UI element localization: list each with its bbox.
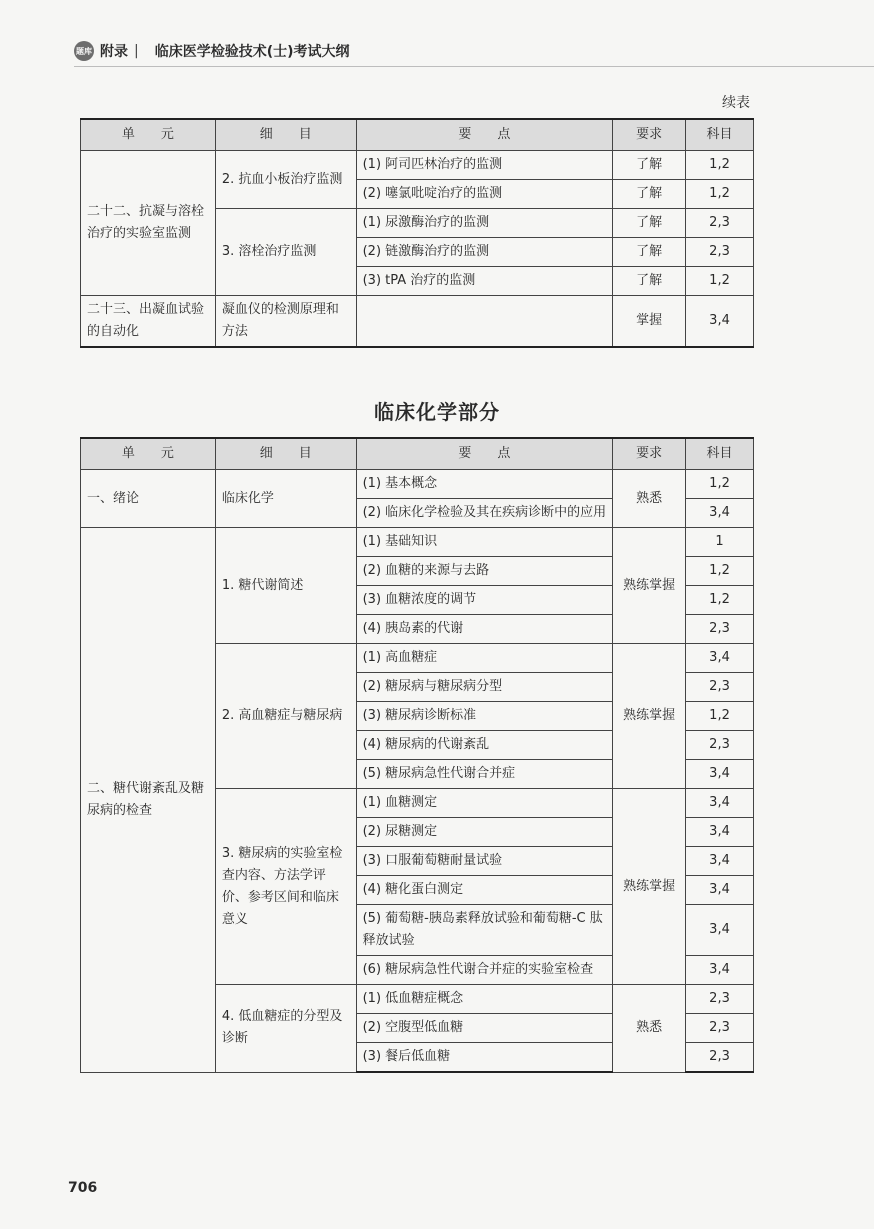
col-item: 细 目 [215,119,356,151]
section-title: 临床化学部分 [374,400,500,424]
col-subject: 科目 [686,438,754,470]
subject-cell: 3,4 [686,789,754,818]
table-row [81,528,754,557]
publisher-logo-icon: 题库 [74,41,94,61]
subject-cell: 1,2 [686,470,754,499]
subject-cell: 1 [686,528,754,557]
point-cell: (2) 糖尿病与糖尿病分型 [356,673,613,702]
point-cell [356,296,613,348]
item-cell: 1. 糖代谢简述 [215,528,356,644]
item-cell: 3. 糖尿病的实验室检查内容、方法学评价、参考区间和临床意义 [215,789,356,985]
point-cell: (4) 糖尿病的代谢紊乱 [356,731,613,760]
point-cell: (3) 糖尿病诊断标准 [356,702,613,731]
col-unit: 单 元 [81,119,216,151]
point-cell: (6) 糖尿病急性代谢合并症的实验室检查 [356,956,613,985]
point-cell: (1) 高血糖症 [356,644,613,673]
header-rule [74,66,874,67]
item-cell: 4. 低血糖症的分型及诊断 [215,985,356,1073]
point-cell: (2) 空腹型低血糖 [356,1014,613,1043]
item-cell: 3. 溶栓治疗监测 [215,209,356,296]
point-cell: (1) 基本概念 [356,470,613,499]
col-point: 要 点 [356,438,613,470]
subject-cell: 3,4 [686,644,754,673]
item-cell: 凝血仪的检测原理和方法 [215,296,356,348]
point-cell: (4) 胰岛素的代谢 [356,615,613,644]
requirement-cell: 了解 [613,151,686,180]
syllabus-table-continued [80,118,754,348]
subject-cell: 3,4 [686,760,754,789]
point-cell: (2) 尿糖测定 [356,818,613,847]
subject-cell: 3,4 [686,296,754,348]
table-row [81,470,754,499]
subject-cell: 3,4 [686,876,754,905]
subject-cell: 2,3 [686,238,754,267]
col-item: 细 目 [215,438,356,470]
item-cell: 2. 高血糖症与糖尿病 [215,644,356,789]
unit-cell: 一、绪论 [81,470,216,528]
item-cell: 2. 抗血小板治疗监测 [215,151,356,209]
col-subject: 科目 [686,119,754,151]
point-cell: (5) 糖尿病急性代谢合并症 [356,760,613,789]
requirement-cell: 熟悉 [613,470,686,528]
requirement-cell: 了解 [613,238,686,267]
subject-cell: 3,4 [686,956,754,985]
table-row [81,151,754,180]
point-cell: (2) 噻氯吡啶治疗的监测 [356,180,613,209]
point-cell: (3) 血糖浓度的调节 [356,586,613,615]
point-cell: (1) 尿激酶治疗的监测 [356,209,613,238]
subject-cell: 2,3 [686,1014,754,1043]
col-requirement: 要求 [613,119,686,151]
item-cell: 临床化学 [215,470,356,528]
clinical-chemistry-table [80,437,754,1073]
subject-cell: 1,2 [686,180,754,209]
subject-cell: 2,3 [686,985,754,1014]
point-cell: (3) 口服葡萄糖耐量试验 [356,847,613,876]
point-cell: (4) 糖化蛋白测定 [356,876,613,905]
requirement-cell: 了解 [613,180,686,209]
table-header-row [81,438,754,470]
subject-cell: 3,4 [686,818,754,847]
subject-cell: 1,2 [686,557,754,586]
point-cell: (1) 基础知识 [356,528,613,557]
subject-cell: 1,2 [686,151,754,180]
point-cell: (1) 低血糖症概念 [356,985,613,1014]
col-requirement: 要求 [613,438,686,470]
subject-cell: 2,3 [686,209,754,238]
subject-cell: 1,2 [686,267,754,296]
point-cell: (5) 葡萄糖-胰岛素释放试验和葡萄糖-C 肽释放试验 [356,905,613,956]
point-cell: (3) tPA 治疗的监测 [356,267,613,296]
page-number: 706 [68,1180,98,1196]
requirement-cell: 熟练掌握 [613,528,686,644]
unit-cell: 二、糖代谢紊乱及糖尿病的检查 [81,528,216,1073]
header-separator: | [134,43,139,59]
point-cell: (3) 餐后低血糖 [356,1043,613,1073]
subject-cell: 1,2 [686,702,754,731]
point-cell: (2) 血糖的来源与去路 [356,557,613,586]
col-unit: 单 元 [81,438,216,470]
requirement-cell: 了解 [613,209,686,238]
subject-cell: 2,3 [686,731,754,760]
col-point: 要 点 [356,119,613,151]
point-cell: (1) 血糖测定 [356,789,613,818]
point-cell: (1) 阿司匹林治疗的监测 [356,151,613,180]
requirement-cell: 了解 [613,267,686,296]
continued-label: 续表 [722,95,750,111]
subject-cell: 3,4 [686,499,754,528]
subject-cell: 3,4 [686,905,754,956]
requirement-cell: 熟练掌握 [613,789,686,985]
requirement-cell: 掌握 [613,296,686,348]
point-cell: (2) 临床化学检验及其在疾病诊断中的应用 [356,499,613,528]
running-header [74,38,350,64]
point-cell: (2) 链激酶治疗的监测 [356,238,613,267]
subject-cell: 1,2 [686,586,754,615]
requirement-cell: 熟练掌握 [613,644,686,789]
subject-cell: 2,3 [686,1043,754,1073]
subject-cell: 2,3 [686,615,754,644]
header-title: 临床医学检验技术(士)考试大纲 [154,44,350,60]
table-row [81,296,754,348]
header-section: 附录 [100,44,128,60]
unit-cell: 二十三、出凝血试验的自动化 [81,296,216,348]
subject-cell: 3,4 [686,847,754,876]
unit-cell: 二十二、抗凝与溶栓治疗的实验室监测 [81,151,216,296]
table-header-row [81,119,754,151]
requirement-cell: 熟悉 [613,985,686,1073]
subject-cell: 2,3 [686,673,754,702]
